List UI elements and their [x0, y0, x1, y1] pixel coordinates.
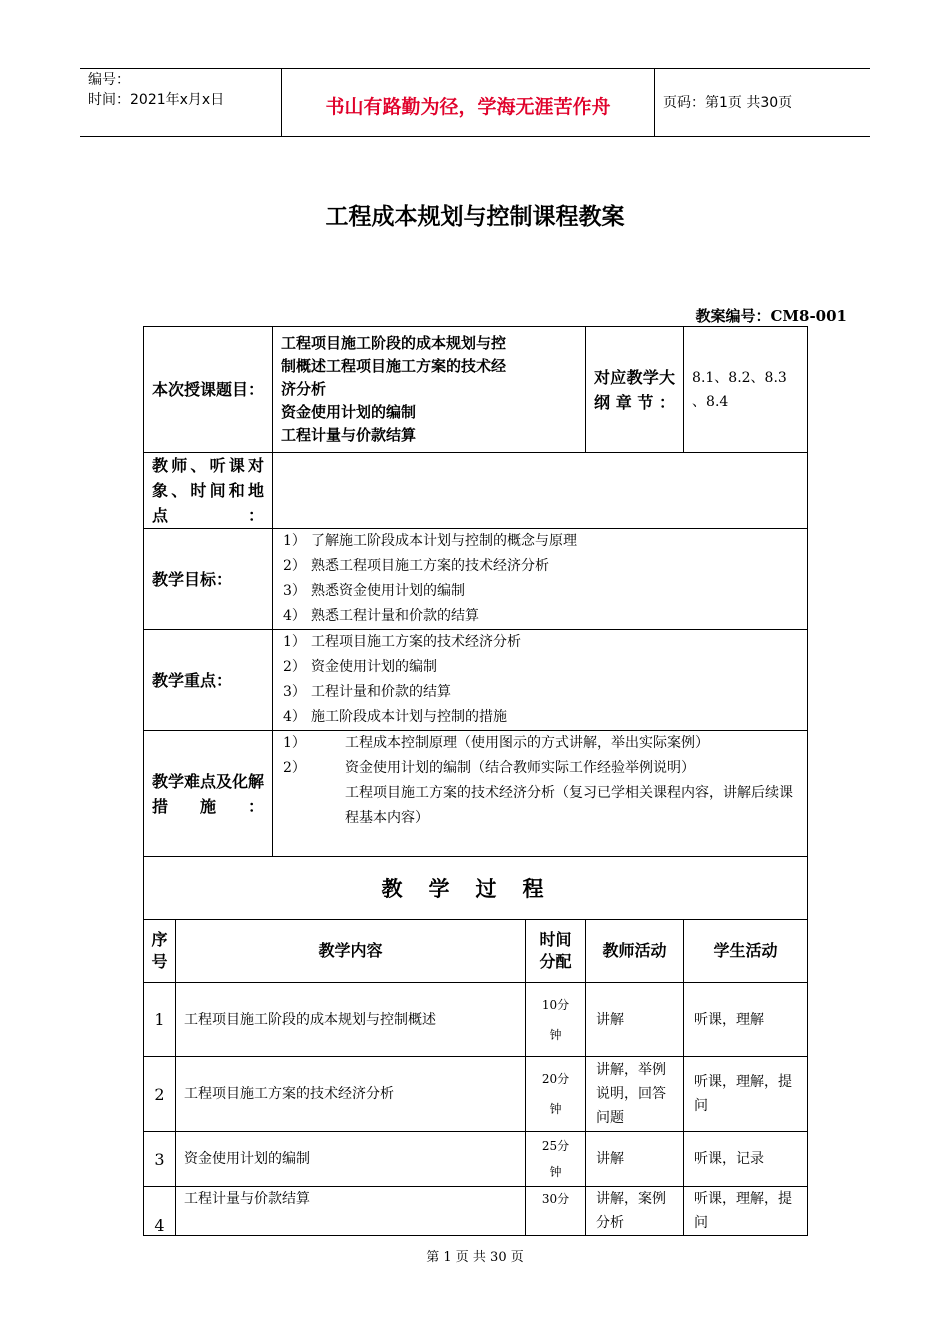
row-student-activity: 听课，理解，提问	[684, 1187, 808, 1236]
row-time: 30分	[526, 1187, 586, 1236]
topic-line: 工程计量与价款结算	[281, 426, 417, 444]
row-student-activity: 听课，记录	[684, 1132, 808, 1187]
time-header: 时间分配	[526, 920, 586, 983]
student-activity-header: 学生活动	[684, 920, 808, 983]
plan-number: 教案编号：CM8-001	[695, 307, 847, 325]
audience-value	[273, 453, 808, 529]
row-teacher-activity: 讲解，举例说明，回答问题	[586, 1057, 684, 1132]
row-teacher-activity: 讲解，案例分析	[586, 1187, 684, 1236]
list-item: 4） 施工阶段成本计划与控制的措施	[283, 709, 508, 725]
header-bottom-rule	[80, 136, 870, 137]
lesson-plan-table	[143, 326, 808, 1236]
content-header: 教学内容	[176, 920, 526, 983]
list-item: 2） 资金使用计划的编制（结合教师实际工作经验举例说明）	[283, 760, 696, 776]
list-item: 3） 工程计量和价款的结算	[283, 684, 452, 700]
topic-line: 济分析	[281, 380, 327, 398]
difficulties-label: 教学难点及化解措施：	[144, 731, 273, 857]
topic-value	[273, 327, 586, 453]
row-student-activity: 听课，理解，提问	[684, 1057, 808, 1132]
document-title: 工程成本规划与控制课程教案	[325, 204, 625, 230]
table-row	[144, 1187, 808, 1236]
seq-header: 序号	[144, 920, 176, 983]
row-content: 工程项目施工方案的技术经济分析	[176, 1057, 526, 1132]
row-content: 资金使用计划的编制	[176, 1132, 526, 1187]
topic-line: 工程项目施工阶段的成本规划与控	[281, 334, 507, 352]
row-time: 10分钟	[526, 983, 586, 1057]
table-row	[144, 1057, 808, 1132]
chapter-value	[684, 327, 808, 453]
row-time: 20分钟	[526, 1057, 586, 1132]
row-content: 工程项目施工阶段的成本规划与控制概述	[176, 983, 526, 1057]
list-item: 2） 资金使用计划的编制	[283, 659, 438, 675]
header-motto: 书山有路勤为径，学海无涯苦作舟	[325, 96, 611, 118]
row-seq: 2	[144, 1057, 176, 1132]
audience-label: 教师、听课对象、时间和地点：	[144, 453, 273, 529]
difficulties-list	[273, 731, 808, 857]
chapter-label: 对应教学大纲章节：	[586, 327, 684, 453]
process-title: 教学过程	[144, 857, 808, 920]
row-seq: 1	[144, 983, 176, 1057]
objectives-list	[273, 529, 808, 630]
row-student-activity: 听课，理解	[684, 983, 808, 1057]
doc-number-label: 编号：	[88, 72, 130, 88]
row-teacher-activity: 讲解	[586, 1132, 684, 1187]
row-content: 工程计量与价款结算	[176, 1187, 526, 1236]
header-top-rule	[80, 68, 870, 69]
topic-label: 本次授课题目：	[144, 327, 273, 453]
doc-date-label: 时间：2021年x月x日	[88, 92, 225, 108]
key-points-label: 教学重点：	[144, 630, 273, 731]
chapter-line: 8.1、8.2、8.3	[692, 369, 787, 386]
teacher-activity-header: 教师活动	[586, 920, 684, 983]
row-seq: 3	[144, 1132, 176, 1187]
row-seq: 4	[144, 1187, 176, 1236]
header-divider	[654, 68, 655, 136]
list-item: 1） 了解施工阶段成本计划与控制的概念与原理	[283, 533, 578, 549]
list-item: 1） 工程项目施工方案的技术经济分析	[283, 634, 522, 650]
list-item: 4） 熟悉工程计量和价款的结算	[283, 608, 480, 624]
list-item: 工程项目施工方案的技术经济分析（复习已学相关课程内容，讲解后续课程基本内容）	[345, 785, 794, 826]
topic-line: 资金使用计划的编制	[281, 403, 417, 421]
table-row	[144, 1132, 808, 1187]
row-teacher-activity: 讲解	[586, 983, 684, 1057]
topic-line: 制概述工程项目施工方案的技术经	[281, 357, 507, 375]
list-item: 2） 熟悉工程项目施工方案的技术经济分析	[283, 558, 550, 574]
page-indicator: 页码：第1页 共30页	[663, 95, 793, 111]
key-points-list	[273, 630, 808, 731]
row-time: 25分钟	[526, 1132, 586, 1187]
chapter-line: 、8.4	[692, 393, 729, 410]
list-item: 3） 熟悉资金使用计划的编制	[283, 583, 466, 599]
objectives-label: 教学目标：	[144, 529, 273, 630]
list-item: 1） 工程成本控制原理（使用图示的方式讲解，举出实际案例）	[283, 735, 710, 751]
page-footer: 第 1 页 共 30 页	[426, 1250, 524, 1265]
table-row	[144, 983, 808, 1057]
